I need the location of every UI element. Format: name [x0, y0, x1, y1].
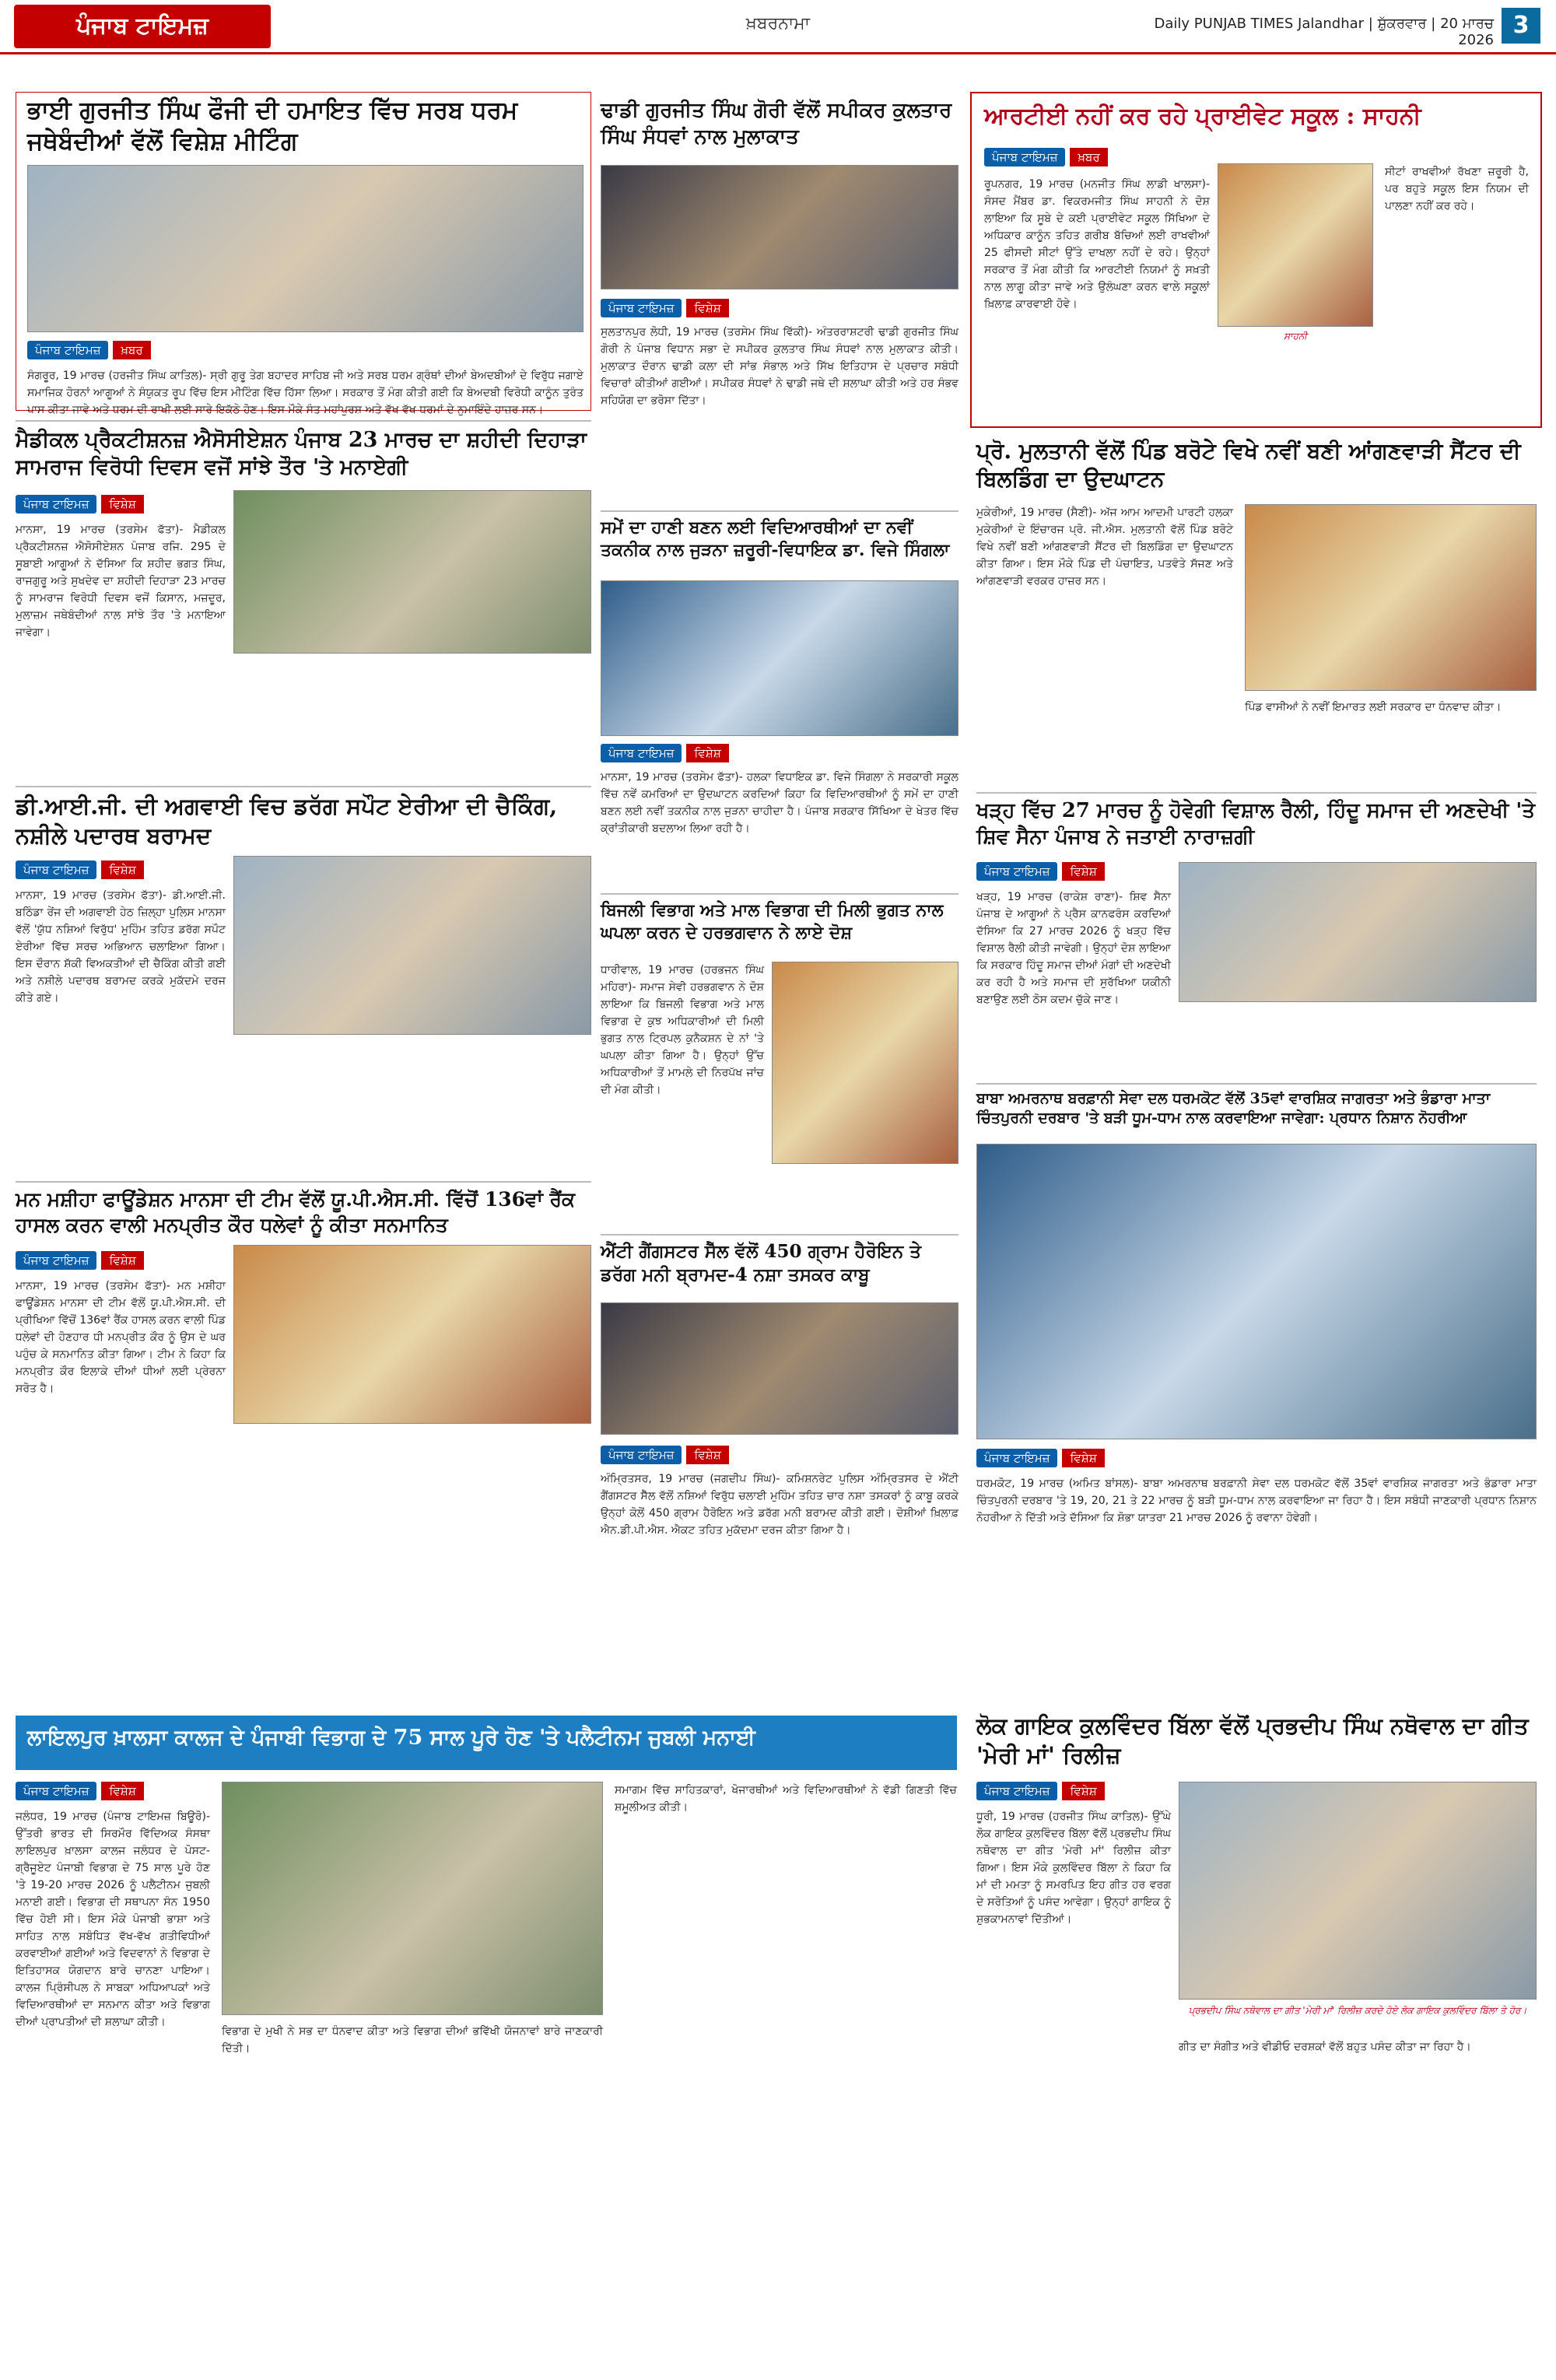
tag-special: ਵਿਸ਼ੇਸ਼ — [101, 495, 143, 514]
tag-special: ਵਿਸ਼ੇਸ਼ — [1062, 1449, 1104, 1467]
article-headline: ਮਨ ਮਸ਼ੀਹਾ ਫਾਊਂਡੇਸ਼ਨ ਮਾਨਸਾ ਦੀ ਟੀਮ ਵੱਲੋਂ ਯੂ.ਪੀ.ਐਸ.ਸੀ. ਵਿੱਚੋਂ 136ਵਾਂ ਰੈਂਕ ਹਾਸਲ ਕਰਨ ਵਾਲੀ ਮਨਪ੍ਰੀਤ ਕੌਰ ਧਲੇਵਾਂ ਨੂੰ ਕੀਤਾ ਸਨਮਾਨਿਤ — [16, 1188, 576, 1236]
byline-source: ਪੰਜਾਬ ਟਾਇਮਜ਼ — [16, 861, 96, 879]
tag-news: ਖ਼ਬਰ — [1070, 148, 1107, 166]
tag-special: ਵਿਸ਼ੇਸ਼ — [101, 861, 143, 879]
byline-source: ਪੰਜਾਬ ਟਾਇਮਜ਼ — [16, 495, 96, 514]
article-photo — [222, 1782, 603, 2015]
article-headline: ਢਾਡੀ ਗੁਰਜੀਤ ਸਿੰਘ ਗੋਰੀ ਵੱਲੋਂ ਸਪੀਕਰ ਕੁਲਤਾਰ ਸਿੰਘ ਸੰਧਵਾਂ ਨਾਲ ਮੁਲਾਕਾਤ — [601, 99, 952, 149]
article-photo — [233, 856, 591, 1035]
article-photo — [233, 490, 591, 654]
byline-source: ਪੰਜਾਬ ਟਾਇਮਜ਼ — [976, 1782, 1057, 1800]
article-headline: ਪ੍ਰੋ. ਮੁਲਤਾਨੀ ਵੱਲੋਂ ਪਿੰਡ ਬਰੋਟੇ ਵਿਖੇ ਨਵੀਂ ਬਣੀ ਆਂਗਣਵਾੜੀ ਸੈਂਟਰ ਦੀ ਬਿਲਡਿੰਗ ਦਾ ਉਦਘਾਟਨ — [976, 438, 1521, 492]
byline — [16, 861, 218, 879]
page-number: 3 — [1502, 8, 1540, 44]
byline — [27, 341, 214, 359]
byline-source: ਪੰਜਾਬ ਟਾਇਮਜ਼ — [16, 1251, 96, 1270]
photo-caption: ਸਾਹਨੀ — [1284, 331, 1307, 342]
divider — [601, 1234, 958, 1236]
article-headline: ਲੋਕ ਗਾਇਕ ਕੁਲਵਿੰਦਰ ਬਿੱਲਾ ਵੱਲੋਂ ਪ੍ਰਭਦੀਪ ਸਿੰਘ ਨਥੋਵਾਲ ਦਾ ਗੀਤ 'ਮੇਰੀ ਮਾਂ' ਰਿਲੀਜ਼ — [976, 1712, 1529, 1768]
byline — [984, 148, 1186, 166]
article-body: ਅੰਮ੍ਰਿਤਸਰ, 19 ਮਾਰਚ (ਜਗਦੀਪ ਸਿੰਘ)- ਕਮਿਸ਼ਨਰੇਟ ਪੁਲਿਸ ਅੰਮ੍ਰਿਤਸਰ ਦੇ ਐਂਟੀ ਗੈਂਗਸਟਰ ਸੈੱਲ ਵੱਲੋਂ ਨਸ਼ਿਆਂ ਵਿਰੁੱਧ ਚਲਾਈ ਮੁਹਿੰਮ ਤਹਿਤ ਚਾਰ ਨਸ਼ਾ ਤਸਕਰਾਂ ਨੂੰ ਕਾਬੂ ਕਰਕੇ ਉਨ੍ਹਾਂ ਕੋਲੋਂ 450 ਗ੍ਰਾਮ ਹੈਰੋਇਨ ਅਤੇ ਡਰੱਗ ਮਨੀ ਬਰਾਮਦ ਕੀਤੀ ਗਈ। ਦੋਸ਼ੀਆਂ ਖ਼ਿਲਾਫ਼ ਐਨ.ਡੀ.ਪੀ.ਐਸ. ਐਕਟ ਤਹਿਤ ਮੁਕੱਦਮਾ ਦਰਜ ਕੀਤਾ ਗਿਆ ਹੈ। — [601, 1473, 958, 1537]
byline — [976, 1782, 1179, 1800]
article-photo — [233, 1245, 591, 1424]
tag-special: ਵਿਸ਼ੇਸ਼ — [686, 744, 728, 762]
article-body: ਖੜ੍ਹ, 19 ਮਾਰਚ (ਰਾਕੇਸ਼ ਰਾਣਾ)- ਸ਼ਿਵ ਸੈਨਾ ਪੰਜਾਬ ਦੇ ਆਗੂਆਂ ਨੇ ਪ੍ਰੈਸ ਕਾਨਫਰੰਸ ਕਰਦਿਆਂ ਦੱਸਿਆ ਕਿ 27 ਮਾਰਚ 2026 ਨੂੰ ਖੜ੍ਹ ਵਿੱਚ ਵਿਸ਼ਾਲ ਰੈਲੀ ਕੀਤੀ ਜਾਵੇਗੀ। ਉਨ੍ਹਾਂ ਦੋਸ਼ ਲਾਇਆ ਕਿ ਸਰਕਾਰ ਹਿੰਦੂ ਸਮਾਜ ਦੀਆਂ ਮੰਗਾਂ ਦੀ ਅਣਦੇਖੀ ਕਰ ਰਹੀ ਹੈ ਅਤੇ ਸਮਾਜ ਦੀ ਸੁਰੱਖਿਆ ਯਕੀਨੀ ਬਣਾਉਣ ਲਈ ਠੋਸ ਕਦਮ ਚੁੱਕੇ ਜਾਣ। — [976, 891, 1171, 1006]
article-headline: ਸਮੇਂ ਦਾ ਹਾਣੀ ਬਣਨ ਲਈ ਵਿਦਿਆਰਥੀਆਂ ਦਾ ਨਵੀਂ ਤਕਨੀਕ ਨਾਲ ਜੁੜਨਾ ਜ਼ਰੂਰੀ-ਵਿਧਾਇਕ ਡਾ. ਵਿਜੇ ਸਿੰਗਲਾ — [601, 517, 950, 560]
byline-source: ਪੰਜਾਬ ਟਾਇਮਜ਼ — [601, 1446, 682, 1464]
photo-caption: ਪ੍ਰਭਦੀਪ ਸਿੰਘ ਨਥੋਵਾਲ ਦਾ ਗੀਤ 'ਮੇਰੀ ਮਾਂ' ਰਿਲੀਜ਼ ਕਰਦੇ ਹੋਏ ਲੋਕ ਗਾਇਕ ਕੁਲਵਿੰਦਰ ਬਿੱਲਾ ਤੇ ਹੋਰ। — [1188, 2005, 1527, 2016]
article-headline: ਆਰਟੀਈ ਨਹੀਂ ਕਰ ਰਹੇ ਪ੍ਰਾਈਵੇਟ ਸਕੂਲ : ਸਾਹਨੀ — [984, 103, 1421, 130]
portrait-photo — [1218, 163, 1373, 327]
article-body: ਮਾਨਸਾ, 19 ਮਾਰਚ (ਤਰਸੇਮ ਫੱਤਾ)- ਡੀ.ਆਈ.ਜੀ. ਬਠਿੰਡਾ ਰੇਂਜ ਦੀ ਅਗਵਾਈ ਹੇਠ ਜ਼ਿਲ੍ਹਾ ਪੁਲਿਸ ਮਾਨਸਾ ਵੱਲੋਂ 'ਯੁੱਧ ਨਸ਼ਿਆਂ ਵਿਰੁੱਧ' ਮੁਹਿੰਮ ਤਹਿਤ ਡਰੱਗ ਸਪੌਟ ਏਰੀਆ ਵਿੱਚ ਸਰਚ ਅਭਿਆਨ ਚਲਾਇਆ ਗਿਆ। ਇਸ ਦੌਰਾਨ ਸ਼ੱਕੀ ਵਿਅਕਤੀਆਂ ਦੀ ਚੈਕਿੰਗ ਕੀਤੀ ਗਈ ਅਤੇ ਨਸ਼ੀਲੇ ਪਦਾਰਥ ਬਰਾਮਦ ਕਰਕੇ ਮੁਕੱਦਮੇ ਦਰਜ ਕੀਤੇ ਗਏ। — [16, 889, 226, 1004]
article-headline: ਖੜ੍ਹ ਵਿੱਚ 27 ਮਾਰਚ ਨੂੰ ਹੋਵੇਗੀ ਵਿਸ਼ਾਲ ਰੈਲੀ, ਹਿੰਦੂ ਸਮਾਜ ਦੀ ਅਣਦੇਖੀ 'ਤੇ ਸ਼ਿਵ ਸੈਨਾ ਪੰਜਾਬ ਨੇ ਜਤਾਈ ਨਾਰਾਜ਼ਗੀ — [976, 799, 1536, 849]
article-photo — [27, 165, 584, 332]
byline — [601, 1446, 803, 1464]
tag-special: ਵਿਸ਼ੇਸ਼ — [1062, 862, 1104, 881]
article-body: ਮੁਕੇਰੀਆਂ, 19 ਮਾਰਚ (ਸੈਣੀ)- ਅੱਜ ਆਮ ਆਦਮੀ ਪਾਰਟੀ ਹਲਕਾ ਮੁਕੇਰੀਆਂ ਦੇ ਇੰਚਾਰਜ ਪ੍ਰੋ. ਜੀ.ਐਸ. ਮੁਲਤਾਨੀ ਵੱਲੋਂ ਪਿੰਡ ਬਰੋਟੇ ਵਿਖੇ ਨਵੀਂ ਬਣੀ ਆਂਗਣਵਾੜੀ ਸੈਂਟਰ ਦੀ ਬਿਲਡਿੰਗ ਦਾ ਉਦਘਾਟਨ ਕੀਤਾ ਗਿਆ। ਇਸ ਮੌਕੇ ਪਿੰਡ ਦੀ ਪੰਚਾਇਤ, ਪਤਵੰਤੇ ਸੱਜਣ ਅਤੇ ਆਂਗਣਵਾੜੀ ਵਰਕਰ ਹਾਜ਼ਰ ਸਨ। — [976, 506, 1233, 587]
divider — [601, 510, 958, 512]
byline-source: ਪੰਜਾਬ ਟਾਇਮਜ਼ — [984, 148, 1065, 166]
tag-special: ਵਿਸ਼ੇਸ਼ — [686, 1446, 728, 1464]
article-body-continued: ਗੀਤ ਦਾ ਸੰਗੀਤ ਅਤੇ ਵੀਡੀਓ ਦਰਸ਼ਕਾਂ ਵੱਲੋਂ ਬਹੁਤ ਪਸੰਦ ਕੀਤਾ ਜਾ ਰਿਹਾ ਹੈ। — [1179, 2041, 1471, 2053]
divider — [601, 893, 958, 895]
tag-news: ਖ਼ਬਰ — [113, 341, 150, 359]
article-photo — [976, 1144, 1537, 1439]
article-headline: ਮੈਡੀਕਲ ਪ੍ਰੈਕਟੀਸ਼ਨਜ਼ ਐਸੋਸੀਏਸ਼ਨ ਪੰਜਾਬ 23 ਮਾਰਚ ਦਾ ਸ਼ਹੀਦੀ ਦਿਹਾੜਾ ਸਾਮਰਾਜ ਵਿਰੋਧੀ ਦਿਵਸ ਵਜੋਂ ਸਾਂਝੇ ਤੌਰ 'ਤੇ ਮਨਾਏਗੀ — [16, 428, 587, 480]
byline-source: ਪੰਜਾਬ ਟਾਇਮਜ਼ — [976, 1449, 1057, 1467]
article-body: ਧਾਰੀਵਾਲ, 19 ਮਾਰਚ (ਹਰਭਜਨ ਸਿੰਘ ਮਹਿਰਾ)- ਸਮਾਜ ਸੇਵੀ ਹਰਭਗਵਾਨ ਨੇ ਦੋਸ਼ ਲਾਇਆ ਕਿ ਬਿਜਲੀ ਵਿਭਾਗ ਅਤੇ ਮਾਲ ਵਿਭਾਗ ਦੇ ਕੁਝ ਅਧਿਕਾਰੀਆਂ ਦੀ ਮਿਲੀ ਭੁਗਤ ਨਾਲ ਟ੍ਰਿਪਲ ਕੁਨੈਕਸ਼ਨ ਦੇ ਨਾਂ 'ਤੇ ਘਪਲਾ ਕੀਤਾ ਗਿਆ ਹੈ। ਉਨ੍ਹਾਂ ਉੱਚ ਅਧਿਕਾਰੀਆਂ ਤੋਂ ਮਾਮਲੇ ਦੀ ਨਿਰਪੱਖ ਜਾਂਚ ਦੀ ਮੰਗ ਕੀਤੀ। — [601, 964, 764, 1096]
article-headline: ਐਂਟੀ ਗੈਂਗਸਟਰ ਸੈੱਲ ਵੱਲੋਂ 450 ਗ੍ਰਾਮ ਹੈਰੋਇਨ ਤੇ ਡਰੱਗ ਮਨੀ ਬ੍ਰਾਮਦ-4 ਨਸ਼ਾ ਤਸਕਰ ਕਾਬੂ — [601, 1241, 922, 1285]
divider — [16, 786, 591, 787]
byline — [16, 495, 218, 514]
article-photo — [601, 1302, 958, 1435]
byline — [16, 1251, 218, 1270]
byline — [601, 744, 803, 762]
byline — [601, 299, 803, 317]
divider — [976, 1083, 1537, 1085]
article-photo — [1245, 504, 1537, 691]
article-photo — [1179, 862, 1537, 1002]
article-body: ਮਾਨਸਾ, 19 ਮਾਰਚ (ਤਰਸੇਮ ਫੱਤਾ)- ਮਨ ਮਸ਼ੀਹਾ ਫਾਊਂਡੇਸ਼ਨ ਮਾਨਸਾ ਦੀ ਟੀਮ ਵੱਲੋਂ ਯੂ.ਪੀ.ਐਸ.ਸੀ. ਦੀ ਪ੍ਰੀਖਿਆ ਵਿੱਚੋਂ 136ਵਾਂ ਰੈਂਕ ਹਾਸਲ ਕਰਨ ਵਾਲੀ ਪਿੰਡ ਧਲੇਵਾਂ ਦੀ ਹੋਣਹਾਰ ਧੀ ਮਨਪ੍ਰੀਤ ਕੌਰ ਨੂੰ ਉਸ ਦੇ ਘਰ ਪਹੁੰਚ ਕੇ ਸਨਮਾਨਿਤ ਕੀਤਾ ਗਿਆ। ਟੀਮ ਨੇ ਕਿਹਾ ਕਿ ਮਨਪ੍ਰੀਤ ਕੌਰ ਇਲਾਕੇ ਦੀਆਂ ਧੀਆਂ ਲਈ ਪ੍ਰੇਰਨਾ ਸਰੋਤ ਹੈ। — [16, 1280, 226, 1395]
article-headline: ਬਿਜਲੀ ਵਿਭਾਗ ਅਤੇ ਮਾਲ ਵਿਭਾਗ ਦੀ ਮਿਲੀ ਭੁਗਤ ਨਾਲ ਘਪਲਾ ਕਰਨ ਦੇ ਹਰਭਗਵਾਨ ਨੇ ਲਾਏ ਦੋਸ਼ — [601, 900, 944, 943]
article-headline: ਭਾਈ ਗੁਰਜੀਤ ਸਿੰਘ ਫੌਜੀ ਦੀ ਹਮਾਇਤ ਵਿੱਚ ਸਰਬ ਧਰਮ ਜਥੇਬੰਦੀਆਂ ਵੱਲੋਂ ਵਿਸ਼ੇਸ਼ ਮੀਟਿੰਗ — [27, 96, 518, 156]
article-photo — [772, 962, 958, 1164]
article-photo — [1179, 1782, 1537, 2000]
divider — [976, 792, 1537, 794]
byline — [16, 1782, 218, 1800]
byline-source: ਪੰਜਾਬ ਟਾਇਮਜ਼ — [27, 341, 108, 359]
article-photo — [601, 165, 958, 289]
article-body: ਰੂਪਨਗਰ, 19 ਮਾਰਚ (ਮਨਜੀਤ ਸਿੰਘ ਲਾਡੀ ਖਾਲਸਾ)- ਸੰਸਦ ਮੈਂਬਰ ਡਾ. ਵਿਕਰਮਜੀਤ ਸਿੰਘ ਸਾਹਨੀ ਨੇ ਦੋਸ਼ ਲਾਇਆ ਕਿ ਸੂਬੇ ਦੇ ਕਈ ਪ੍ਰਾਈਵੇਟ ਸਕੂਲ ਸਿੱਖਿਆ ਦੇ ਅਧਿਕਾਰ ਕਾਨੂੰਨ ਤਹਿਤ ਗਰੀਬ ਬੱਚਿਆਂ ਲਈ ਰਾਖਵੀਆਂ 25 ਫੀਸਦੀ ਸੀਟਾਂ ਉੱਤੇ ਦਾਖਲਾ ਨਹੀਂ ਦੇ ਰਹੇ। ਉਨ੍ਹਾਂ ਸਰਕਾਰ ਤੋਂ ਮੰਗ ਕੀਤੀ ਕਿ ਆਰਟੀਈ ਨਿਯਮਾਂ ਨੂੰ ਸਖ਼ਤੀ ਨਾਲ ਲਾਗੂ ਕੀਤਾ ਜਾਵੇ ਅਤੇ ਉਲੰਘਣਾ ਕਰਨ ਵਾਲੇ ਸਕੂਲਾਂ ਖ਼ਿਲਾਫ਼ ਕਾਰਵਾਈ ਹੋਵੇ। — [984, 178, 1210, 310]
newspaper-logo: ਪੰਜਾਬ ਟਾਇਮਜ਼ — [14, 5, 271, 48]
tag-special: ਵਿਸ਼ੇਸ਼ — [1062, 1782, 1104, 1800]
byline-source: ਪੰਜਾਬ ਟਾਇਮਜ਼ — [601, 299, 682, 317]
article-body: ਸੰਗਰੂਰ, 19 ਮਾਰਚ (ਹਰਜੀਤ ਸਿੰਘ ਕਾਤਿਲ)- ਸ੍ਰੀ ਗੁਰੂ ਤੇਗ ਬਹਾਦਰ ਸਾਹਿਬ ਜੀ ਅਤੇ ਸਰਬ ਧਰਮ ਗ੍ਰੰਥਾਂ ਦੀਆਂ ਬੇਅਦਬੀਆਂ ਦੇ ਵਿਰੁੱਧ ਜਗਾਏ ਸਮਾਜਿਕ ਹੋਰਨਾਂ ਆਗੂਆਂ ਨੇ ਸੰਯੁਕਤ ਰੂਪ ਵਿੱਚ ਇਸ ਮੀਟਿੰਗ ਵਿੱਚ ਹਿੱਸਾ ਲਿਆ। ਸਰਕਾਰ ਤੋਂ ਮੰਗ ਕੀਤੀ ਗਈ ਕਿ ਬੇਅਦਬੀ ਵਿਰੋਧੀ ਕਾਨੂੰਨ ਤੁਰੰਤ ਪਾਸ ਕੀਤਾ ਜਾਵੇ ਅਤੇ ਧਰਮ ਦੀ ਰਾਖੀ ਲਈ ਸਾਰੇ ਇਕੱਠੇ ਹੋਣ। ਇਸ ਮੌਕੇ ਸੰਤ ਮਹਾਂਪੁਰਸ਼ ਅਤੇ ਵੱਖ ਵੱਖ ਧਰਮਾਂ ਦੇ ਨੁਮਾਇੰਦੇ ਹਾਜ਼ਰ ਸਨ। — [27, 370, 584, 416]
masthead — [0, 0, 1556, 54]
article-headline: ਲਾਇਲਪੁਰ ਖ਼ਾਲਸਾ ਕਾਲਜ ਦੇ ਪੰਜਾਬੀ ਵਿਭਾਗ ਦੇ 75 ਸਾਲ ਪੂਰੇ ਹੋਣ 'ਤੇ ਪਲੈਟੀਨਮ ਜੁਬਲੀ ਮਨਾਈ — [27, 1726, 755, 1750]
article-headline: ਬਾਬਾ ਅਮਰਨਾਥ ਬਰਫ਼ਾਨੀ ਸੇਵਾ ਦਲ ਧਰਮਕੋਟ ਵੱਲੋਂ 35ਵਾਂ ਵਾਰਸ਼ਿਕ ਜਾਗਰਤਾ ਅਤੇ ਭੰਡਾਰਾ ਮਾਤਾ ਚਿੰਤਪੁਰਨੀ ਦਰਬਾਰ 'ਤੇ ਬੜੀ ਧੂਮ-ਧਾਮ ਨਾਲ ਕਰਵਾਇਆ ਜਾਵੇਗਾ: ਪ੍ਰਧਾਨ ਨਿਸ਼ਾਨ ਨੋਹਰੀਆ — [976, 1090, 1491, 1127]
divider — [16, 420, 591, 422]
byline — [976, 1449, 1179, 1467]
byline — [976, 862, 1179, 881]
article-body: ਜਲੰਧਰ, 19 ਮਾਰਚ (ਪੰਜਾਬ ਟਾਇਮਜ਼ ਬਿਊਰੋ)- ਉੱਤਰੀ ਭਾਰਤ ਦੀ ਸਿਰਮੌਰ ਵਿੱਦਿਅਕ ਸੰਸਥਾ ਲਾਇਲਪੁਰ ਖ਼ਾਲਸਾ ਕਾਲਜ ਜਲੰਧਰ ਦੇ ਪੋਸਟ-ਗ੍ਰੈਜੂਏਟ ਪੰਜਾਬੀ ਵਿਭਾਗ ਦੇ 75 ਸਾਲ ਪੂਰੇ ਹੋਣ 'ਤੇ 19-20 ਮਾਰਚ 2026 ਨੂੰ ਪਲੈਟੀਨਮ ਜੁਬਲੀ ਮਨਾਈ ਗਈ। ਵਿਭਾਗ ਦੀ ਸਥਾਪਨਾ ਸੰਨ 1950 ਵਿੱਚ ਹੋਈ ਸੀ। ਇਸ ਮੌਕੇ ਪੰਜਾਬੀ ਭਾਸ਼ਾ ਅਤੇ ਸਾਹਿਤ ਨਾਲ ਸਬੰਧਿਤ ਵੱਖ-ਵੱਖ ਗਤੀਵਿਧੀਆਂ ਕਰਵਾਈਆਂ ਗਈਆਂ ਅਤੇ ਵਿਦਵਾਨਾਂ ਨੇ ਵਿਭਾਗ ਦੇ ਇਤਿਹਾਸਕ ਯੋਗਦਾਨ ਬਾਰੇ ਚਾਨਣਾ ਪਾਇਆ। ਕਾਲਜ ਪ੍ਰਿੰਸੀਪਲ ਨੇ ਸਾਬਕਾ ਅਧਿਆਪਕਾਂ ਅਤੇ ਵਿਦਿਆਰਥੀਆਂ ਦਾ ਸਨਮਾਨ ਕੀਤਾ ਅਤੇ ਵਿਭਾਗ ਦੀਆਂ ਪ੍ਰਾਪਤੀਆਂ ਦੀ ਸ਼ਲਾਘਾ ਕੀਤੀ। — [16, 1810, 210, 2028]
article-body-continued: ਪਿੰਡ ਵਾਸੀਆਂ ਨੇ ਨਵੀਂ ਇਮਾਰਤ ਲਈ ਸਰਕਾਰ ਦਾ ਧੰਨਵਾਦ ਕੀਤਾ। — [1245, 701, 1502, 713]
article-body: ਮਾਨਸਾ, 19 ਮਾਰਚ (ਤਰਸੇਮ ਫੱਤਾ)- ਹਲਕਾ ਵਿਧਾਇਕ ਡਾ. ਵਿਜੇ ਸਿੰਗਲਾ ਨੇ ਸਰਕਾਰੀ ਸਕੂਲ ਵਿੱਚ ਨਵੇਂ ਕਮਰਿਆਂ ਦਾ ਉਦਘਾਟਨ ਕਰਦਿਆਂ ਕਿਹਾ ਕਿ ਵਿਦਿਆਰਥੀਆਂ ਨੂੰ ਸਮੇਂ ਦਾ ਹਾਣੀ ਬਣਨ ਲਈ ਨਵੀਂ ਤਕਨੀਕ ਨਾਲ ਜੁੜਨਾ ਚਾਹੀਦਾ ਹੈ। ਪੰਜਾਬ ਸਰਕਾਰ ਸਿੱਖਿਆ ਦੇ ਖੇਤਰ ਵਿੱਚ ਕ੍ਰਾਂਤੀਕਾਰੀ ਬਦਲਾਅ ਲਿਆ ਰਹੀ ਹੈ। — [601, 771, 958, 835]
article-body: ਸੁਲਤਾਨਪੁਰ ਲੋਧੀ, 19 ਮਾਰਚ (ਤਰਸੇਮ ਸਿੰਘ ਵਿੱਕੀ)- ਅੰਤਰਰਾਸ਼ਟਰੀ ਢਾਡੀ ਗੁਰਜੀਤ ਸਿੰਘ ਗੋਰੀ ਨੇ ਪੰਜਾਬ ਵਿਧਾਨ ਸਭਾ ਦੇ ਸਪੀਕਰ ਕੁਲਤਾਰ ਸਿੰਘ ਸੰਧਵਾਂ ਨਾਲ ਮੁਲਾਕਾਤ ਕੀਤੀ। ਮੁਲਾਕਾਤ ਦੌਰਾਨ ਢਾਡੀ ਕਲਾ ਦੀ ਸਾਂਭ ਸੰਭਾਲ ਅਤੇ ਸਿੱਖ ਇਤਿਹਾਸ ਦੇ ਪ੍ਰਚਾਰ ਸਬੰਧੀ ਵਿਚਾਰਾਂ ਕੀਤੀਆਂ ਗਈਆਂ। ਸਪੀਕਰ ਸੰਧਵਾਂ ਨੇ ਢਾਡੀ ਜਥੇ ਦੀ ਸ਼ਲਾਘਾ ਕੀਤੀ ਅਤੇ ਹਰ ਸੰਭਵ ਸਹਿਯੋਗ ਦਾ ਭਰੋਸਾ ਦਿੱਤਾ। — [601, 326, 958, 407]
article-photo — [601, 580, 958, 736]
article-body: ਮਾਨਸਾ, 19 ਮਾਰਚ (ਤਰਸੇਮ ਫੱਤਾ)- ਮੈਡੀਕਲ ਪ੍ਰੈਕਟੀਸ਼ਨਜ਼ ਐਸੋਸੀਏਸ਼ਨ ਪੰਜਾਬ ਰਜਿ. 295 ਦੇ ਸੂਬਾਈ ਆਗੂਆਂ ਨੇ ਦੱਸਿਆ ਕਿ ਸ਼ਹੀਦ ਭਗਤ ਸਿੰਘ, ਰਾਜਗੁਰੂ ਅਤੇ ਸੁਖਦੇਵ ਦਾ ਸ਼ਹੀਦੀ ਦਿਹਾੜਾ 23 ਮਾਰਚ ਨੂੰ ਸਾਮਰਾਜ ਵਿਰੋਧੀ ਦਿਵਸ ਵਜੋਂ ਕਿਸਾਨ, ਮਜ਼ਦੂਰ, ਮੁਲਾਜ਼ਮ ਜਥੇਬੰਦੀਆਂ ਨਾਲ ਸਾਂਝੇ ਤੌਰ 'ਤੇ ਮਨਾਇਆ ਜਾਵੇਗਾ। — [16, 524, 226, 639]
article-body-continued: ਸੀਟਾਂ ਰਾਖਵੀਆਂ ਰੱਖਣਾ ਜ਼ਰੂਰੀ ਹੈ, ਪਰ ਬਹੁਤੇ ਸਕੂਲ ਇਸ ਨਿਯਮ ਦੀ ਪਾਲਣਾ ਨਹੀਂ ਕਰ ਰਹੇ। — [1385, 166, 1529, 212]
byline-source: ਪੰਜਾਬ ਟਾਇਮਜ਼ — [16, 1782, 96, 1800]
divider — [16, 1181, 591, 1183]
article-body-continued: ਵਿਭਾਗ ਦੇ ਮੁਖੀ ਨੇ ਸਭ ਦਾ ਧੰਨਵਾਦ ਕੀਤਾ ਅਤੇ ਵਿਭਾਗ ਦੀਆਂ ਭਵਿੱਖੀ ਯੋਜਨਾਵਾਂ ਬਾਰੇ ਜਾਣਕਾਰੀ ਦਿੱਤੀ। — [222, 2025, 603, 2055]
edition-info: Daily PUNJAB TIMES Jalandhar | ਸ਼ੁੱਕਰਵਾਰ | 20 ਮਾਰਚ 2026 — [1154, 16, 1494, 48]
article-headline: ਡੀ.ਆਈ.ਜੀ. ਦੀ ਅਗਵਾਈ ਵਿਚ ਡਰੱਗ ਸਪੌਟ ਏਰੀਆ ਦੀ ਚੈਕਿੰਗ, ਨਸ਼ੀਲੇ ਪਦਾਰਥ ਬਰਾਮਦ — [16, 793, 558, 849]
tag-special: ਵਿਸ਼ੇਸ਼ — [101, 1782, 143, 1800]
byline-source: ਪੰਜਾਬ ਟਾਇਮਜ਼ — [601, 744, 682, 762]
byline-source: ਪੰਜਾਬ ਟਾਇਮਜ਼ — [976, 862, 1057, 881]
article-body: ਧੂਰੀ, 19 ਮਾਰਚ (ਹਰਜੀਤ ਸਿੰਘ ਕਾਤਿਲ)- ਉੱਘੇ ਲੋਕ ਗਾਇਕ ਕੁਲਵਿੰਦਰ ਬਿੱਲਾ ਵੱਲੋਂ ਪ੍ਰਭਦੀਪ ਸਿੰਘ ਨਥੋਵਾਲ ਦਾ ਗੀਤ 'ਮੇਰੀ ਮਾਂ' ਰਿਲੀਜ਼ ਕੀਤਾ ਗਿਆ। ਇਸ ਮੌਕੇ ਕੁਲਵਿੰਦਰ ਬਿੱਲਾ ਨੇ ਕਿਹਾ ਕਿ ਮਾਂ ਦੀ ਮਮਤਾ ਨੂੰ ਸਮਰਪਿਤ ਇਹ ਗੀਤ ਹਰ ਵਰਗ ਦੇ ਸਰੋਤਿਆਂ ਨੂੰ ਪਸੰਦ ਆਵੇਗਾ। ਉਨ੍ਹਾਂ ਗਾਇਕ ਨੂੰ ਸ਼ੁਭਕਾਮਨਾਵਾਂ ਦਿੱਤੀਆਂ। — [976, 1810, 1171, 1926]
article-body: ਧਰਮਕੋਟ, 19 ਮਾਰਚ (ਅਮਿਤ ਬਾਂਸਲ)- ਬਾਬਾ ਅਮਰਨਾਥ ਬਰਫ਼ਾਨੀ ਸੇਵਾ ਦਲ ਧਰਮਕੋਟ ਵੱਲੋਂ 35ਵਾਂ ਵਾਰਸ਼ਿਕ ਜਾਗਰਤਾ ਅਤੇ ਭੰਡਾਰਾ ਮਾਤਾ ਚਿੰਤਪੁਰਨੀ ਦਰਬਾਰ 'ਤੇ 19, 20, 21 ਤੇ 22 ਮਾਰਚ ਨੂੰ ਬੜੀ ਧੂਮ-ਧਾਮ ਨਾਲ ਕਰਵਾਇਆ ਜਾ ਰਿਹਾ ਹੈ। ਇਸ ਸਬੰਧੀ ਜਾਣਕਾਰੀ ਪ੍ਰਧਾਨ ਨਿਸ਼ਾਨ ਨੋਹਰੀਆ ਨੇ ਦਿੱਤੀ ਅਤੇ ਦੱਸਿਆ ਕਿ ਸ਼ੋਭਾ ਯਾਤਰਾ 21 ਮਾਰਚ 2026 ਨੂੰ ਰਵਾਨਾ ਹੋਵੇਗੀ। — [976, 1477, 1537, 1524]
tag-special: ਵਿਸ਼ੇਸ਼ — [101, 1251, 143, 1270]
article-body-continued: ਸਮਾਗਮ ਵਿੱਚ ਸਾਹਿਤਕਾਰਾਂ, ਖੋਜਾਰਥੀਆਂ ਅਤੇ ਵਿਦਿਆਰਥੀਆਂ ਨੇ ਵੱਡੀ ਗਿਣਤੀ ਵਿੱਚ ਸ਼ਮੂਲੀਅਤ ਕੀਤੀ। — [615, 1784, 957, 1814]
section-name: ਖ਼ਬਰਨਾਮਾ — [745, 14, 811, 33]
tag-special: ਵਿਸ਼ੇਸ਼ — [686, 299, 728, 317]
